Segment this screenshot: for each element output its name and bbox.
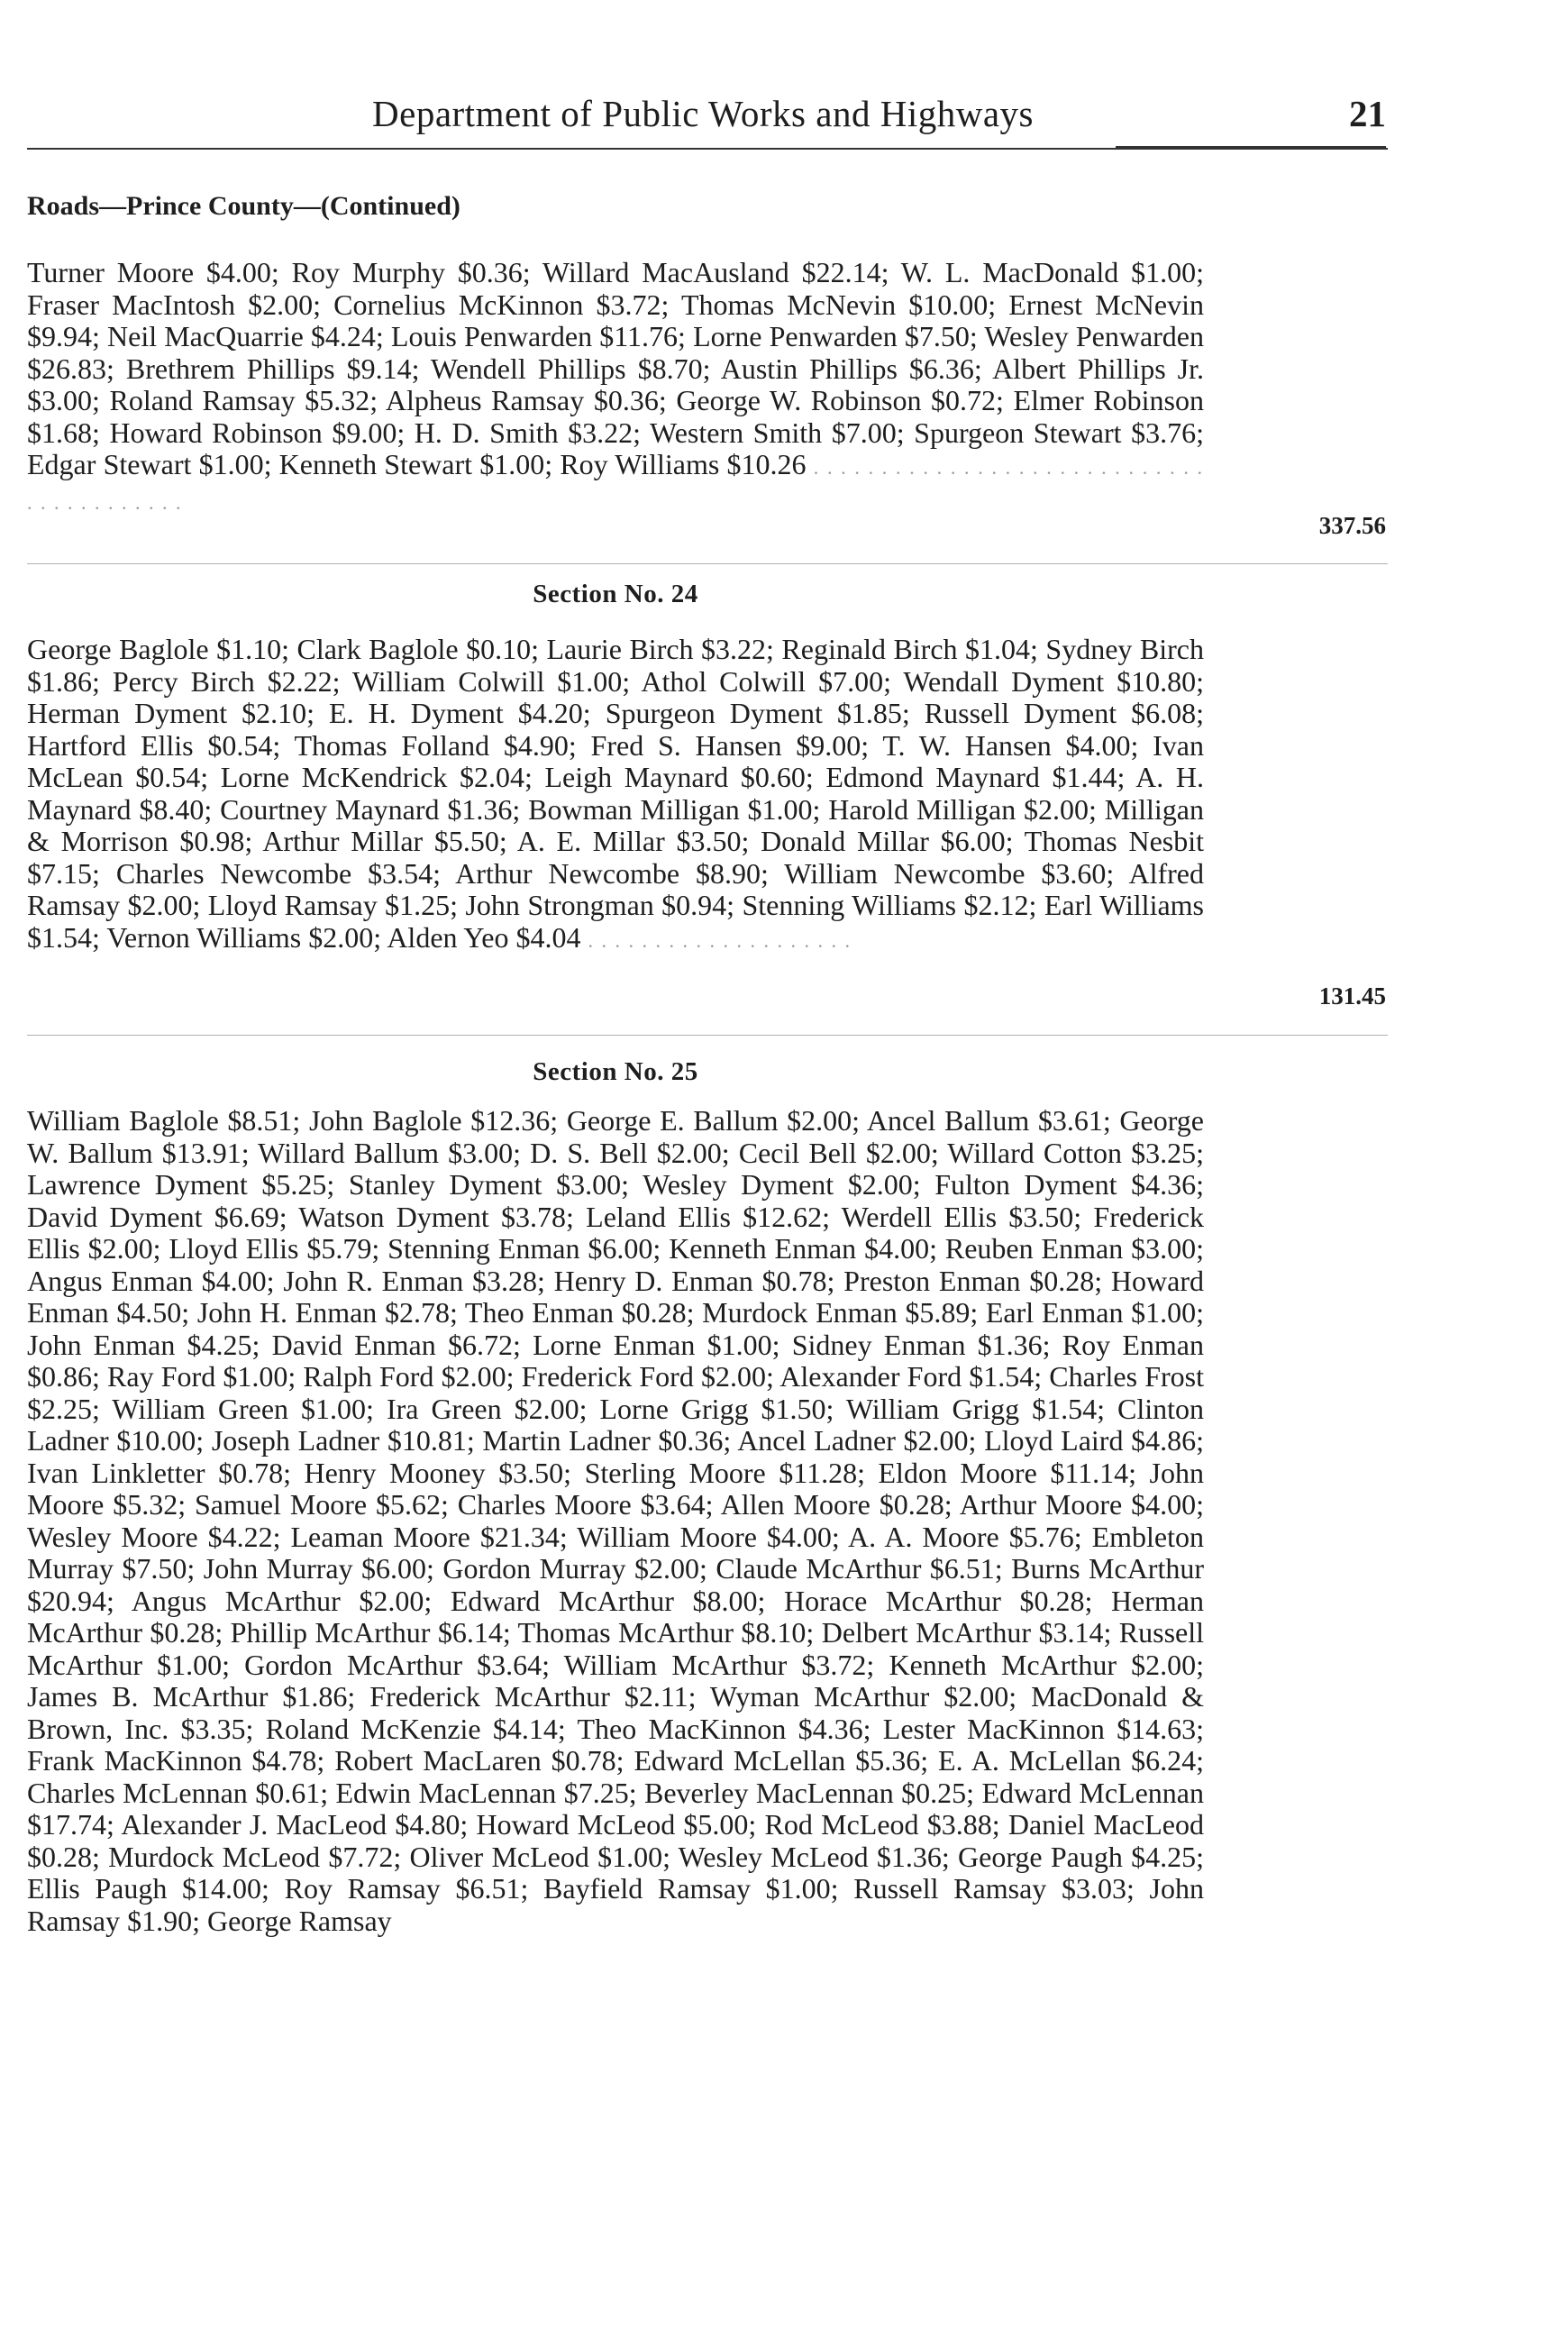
dot-leader: . . . . . . . . . . . . . . . . . . . .	[588, 928, 852, 952]
section-24-entries-text: George Baglole $1.10; Clark Baglole $0.10; Laurie Birch $3.22; Reginald Birch $1.04; Sydney Birch $1.86; Percy Birch $2.22; William Colwill $1.00; Athol Colwill $7.00; Wendall Dyment $10.80; Herman Dyment $2.10; E. H. Dyment $4.20; Spurgeon Dyment $1.85; Russell Dyment $6.08; Hartford Ellis $0.54; Thomas Folland $4.90; Fred S. Hansen $9.00; T. W. Hansen $4.00; Ivan McLean $0.54; Lorne McKendrick $2.04; Leigh Maynard $0.60; Edmond Maynard $1.44; A. H. Maynard $8.40; Courtney Maynard $1.36; Bowman Milligan $1.00; Harold Milligan $2.00; Milligan & Morrison $0.98; Arthur Millar $5.50; A. E. Millar $3.50; Donald Millar $6.00; Thomas Nesbit $7.15; Charles Newcombe $3.54; Arthur Newcombe $8.90; William Newcombe $3.60; Alfred Ramsay $2.00; Lloyd Ramsay $1.25; John Strongman $0.94; Stenning Williams $2.12; Earl Williams $1.54; Vernon Williams $2.00; Alden Yeo $4.04	[27, 633, 1204, 954]
section-25-entries-text: William Baglole $8.51; John Baglole $12.36; George E. Ballum $2.00; Ancel Ballum $3.61; George W. Ballum $13.91; Willard Ballum $3.00; D. S. Bell $2.00; Cecil Bell $2.00; Willard Cotton $3.25; Lawrence Dyment $5.25; Stanley Dyment $3.00; Wesley Dyment $2.00; Fulton Dyment $4.36; David Dyment $6.69; Watson Dyment $3.78; Leland Ellis $12.62; Werdell Ellis $3.50; Frederick Ellis $2.00; Lloyd Ellis $5.79; Stenning Enman $6.00; Kenneth Enman $4.00; Reuben Enman $3.00; Angus Enman $4.00; John R. Enman $3.28; Henry D. Enman $0.78; Preston Enman $0.28; Howard Enman $4.50; John H. Enman $2.78; Theo Enman $0.28; Murdock Enman $5.89; Earl Enman $1.00; John Enman $4.25; David Enman $6.72; Lorne Enman $1.00; Sidney Enman $1.36; Roy Enman $0.86; Ray Ford $1.00; Ralph Ford $2.00; Frederick Ford $2.00; Alexander Ford $1.54; Charles Frost $2.25; William Green $1.00; Ira Green $2.00; Lorne Grigg $1.50; William Grigg $1.54; Clinton Ladner $10.00; Joseph Ladner $10.81; Martin Ladner $0.36; Ancel Ladner $2.00; Lloyd Laird $4.86; Ivan Linkletter $0.78; Henry Mooney $3.50; Sterling Moore $11.28; Eldon Moore $11.14; John Moore $5.32; Samuel Moore $5.62; Charles Moore $3.64; Allen Moore $0.28; Arthur Moore $4.00; Wesley Moore $4.22; Leaman Moore $21.34; William Moore $4.00; A. A. Moore $5.76; Embleton Murray $7.50; John Murray $6.00; Gordon Murray $2.00; Claude McArthur $6.51; Burns McArthur $20.94; Angus McArthur $2.00; Edward McArthur $8.00; Horace McArthur $0.28; Herman McArthur $0.28; Phillip McArthur $6.14; Thomas McArthur $8.10; Delbert McArthur $3.14; Russell McArthur $1.00; Gordon McArthur $3.64; William McArthur $3.72; Kenneth McArthur $2.00; James B. McArthur $1.86; Frederick McArthur $2.11; Wyman McArthur $2.00; MacDonald & Brown, Inc. $3.35; Roland McKenzie $4.14; Theo MacKinnon $4.36; Lester MacKinnon $14.63; Frank MacKinnon $4.78; Robert MacLaren $0.78; Edward McLellan $5.36; E. A. McLellan $6.24; Charles McLennan $0.61; Edwin MacLennan $7.25; Beverley MacLennan $0.25; Edward McLennan $17.74; Alexander J. MacLeod $4.80; Howard McLeod $5.00; Rod McLeod $3.88; Daniel MacLeod $0.28; Murdock McLeod $7.72; Oliver McLeod $1.00; Wesley McLeod $1.36; George Paugh $4.25; Ellis Paugh $14.00; Roy Ramsay $6.51; Bayfield Ramsay $1.00; Russell Ramsay $3.03; John Ramsay $1.90; George Ramsay	[27, 1104, 1204, 1937]
running-head-title: Department of Public Works and Highways	[372, 93, 1034, 134]
continued-total: 337.56	[1318, 512, 1386, 539]
section-divider	[27, 563, 1388, 564]
section-25-heading: Section No. 25	[533, 1057, 698, 1086]
section-24-entries	[27, 634, 1204, 956]
section-24-total: 131.45	[1318, 982, 1386, 1010]
dot-leader: . . . . . . . . . . . . . . . . . . . . . . . . . . . . . . . . . . . . . . . . .	[27, 456, 1205, 514]
continued-entries-text: Turner Moore $4.00; Roy Murphy $0.36; Willard MacAusland $22.14; W. L. MacDonald $1.00; Fraser MacIntosh $2.00; Cornelius McKinnon $3.72; Thomas McNevin $10.00; Ernest McNevin $9.94; Neil MacQuarrie $4.24; Louis Penwarden $11.76; Lorne Penwarden $7.50; Wesley Penwarden $26.83; Brethrem Phillips $9.14; Wendell Phillips $8.70; Austin Phillips $6.36; Albert Phillips Jr. $3.00; Roland Ramsay $5.32; Alpheus Ramsay $0.36; George W. Robinson $0.72; Elmer Robinson $1.68; Howard Robinson $9.00; H. D. Smith $3.22; Western Smith $7.00; Spurgeon Stewart $3.76; Edgar Stewart $1.00; Kenneth Stewart $1.00; Roy Williams $10.26	[27, 256, 1204, 480]
continued-entries	[27, 257, 1204, 518]
section-24-heading: Section No. 24	[533, 580, 698, 608]
section-divider	[27, 1035, 1388, 1036]
section-25-entries	[27, 1105, 1204, 1937]
section-subhead: Roads—Prince County—(Continued)	[27, 191, 460, 221]
page-number: 21	[1349, 93, 1386, 134]
header-rule-bold	[1116, 146, 1386, 150]
